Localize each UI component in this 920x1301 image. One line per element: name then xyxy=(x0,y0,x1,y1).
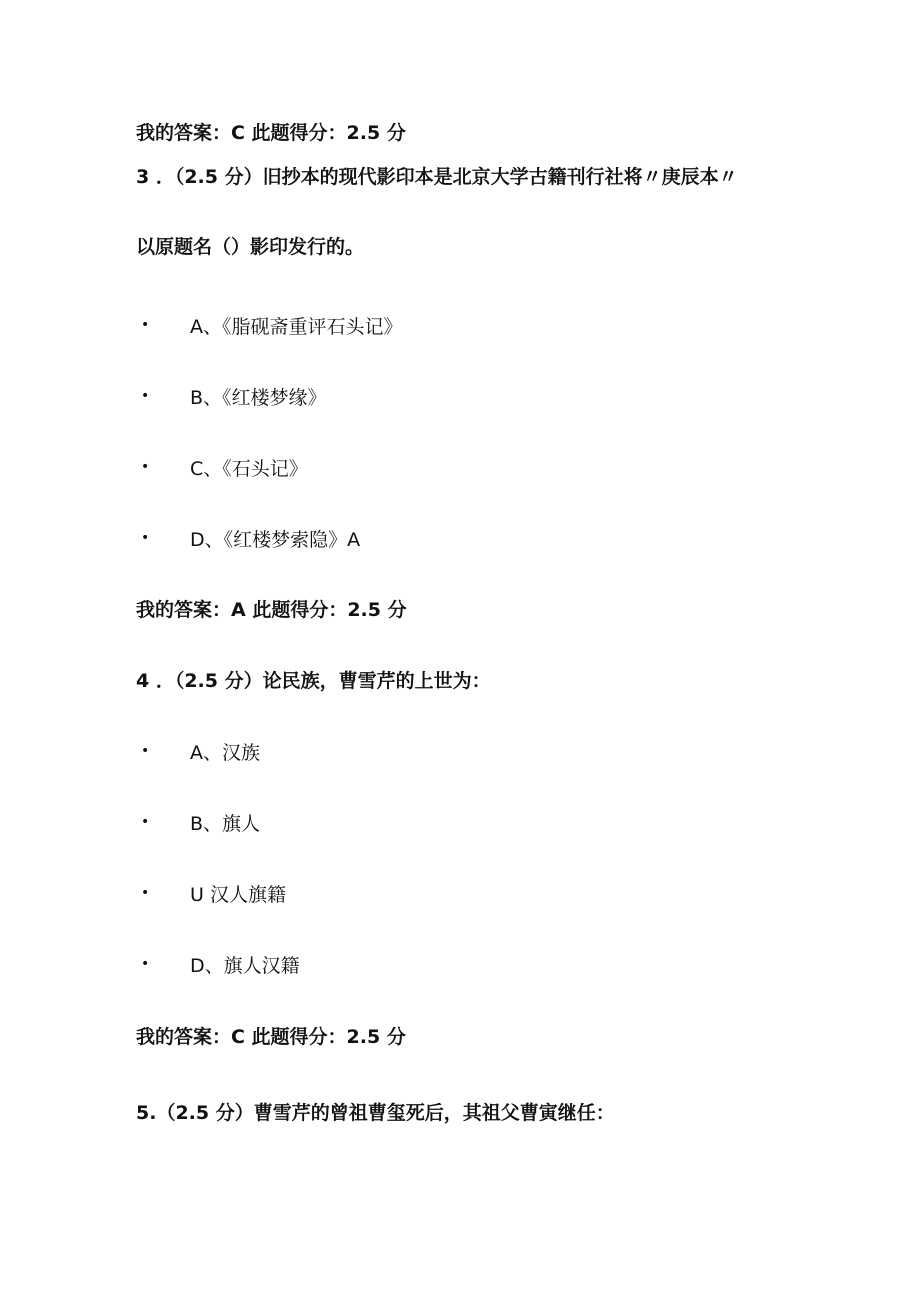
option-label: C、《石头记》 xyxy=(190,458,308,480)
question-3-text-line1: 3 ．（2.5 分）旧抄本的现代影印本是北京大学古籍刊行社将〃庚辰本〃 xyxy=(136,166,738,188)
option-label: U 汉人旗籍 xyxy=(190,884,286,906)
option-label: B、《红楼梦缘》 xyxy=(190,387,327,409)
question-3-text-line2: 以原题名（）影印发行的。 xyxy=(136,236,365,258)
answer-line-q4: 我的答案：C 此题得分：2.5 分 xyxy=(136,1026,406,1048)
bullet-icon: • xyxy=(141,956,150,972)
bullet-icon: • xyxy=(141,317,150,333)
bullet-icon: • xyxy=(141,459,150,475)
question-4-text: 4 ．（2.5 分）论民族，曹雪芹的上世为： xyxy=(136,670,491,692)
bullet-icon: • xyxy=(141,814,150,830)
option-label: A、汉族 xyxy=(190,742,260,764)
answer-line-q3: 我的答案：A 此题得分：2.5 分 xyxy=(136,599,407,621)
option-label: B、旗人 xyxy=(190,813,261,835)
bullet-icon: • xyxy=(141,530,150,546)
bullet-icon: • xyxy=(141,743,150,759)
bullet-icon: • xyxy=(141,388,150,404)
option-label: D、《红楼梦索隐》A xyxy=(190,529,361,551)
option-label: D、旗人汉籍 xyxy=(190,955,300,977)
bullet-icon: • xyxy=(141,885,150,901)
option-label: A、《脂砚斋重评石头记》 xyxy=(190,316,403,338)
answer-line-q2: 我的答案：C 此题得分：2.5 分 xyxy=(136,122,406,144)
question-5-text: 5.（2.5 分）曹雪芹的曾祖曹玺死后，其祖父曹寅继任： xyxy=(136,1102,615,1124)
